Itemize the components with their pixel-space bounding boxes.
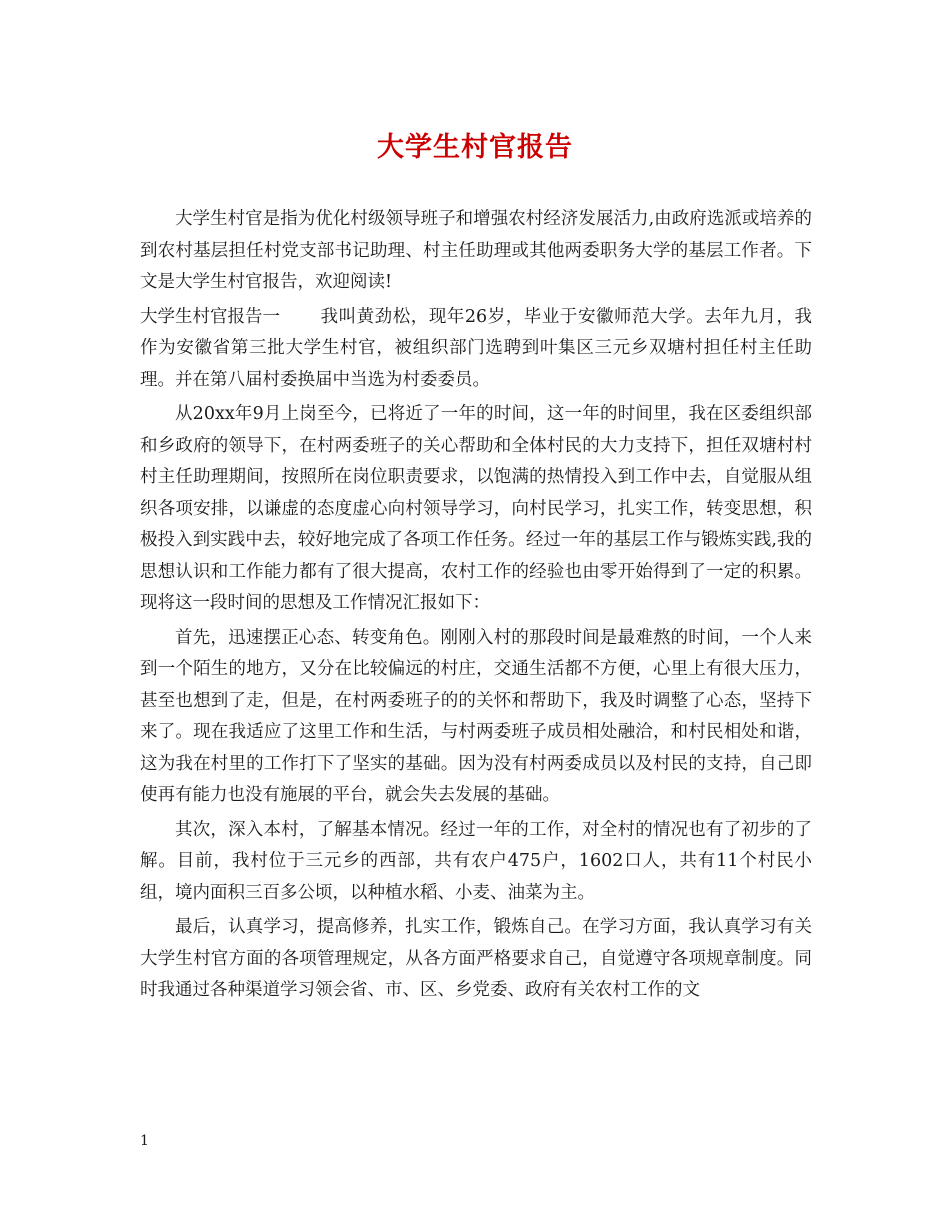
page-number: 1 — [140, 1133, 149, 1149]
paragraph-4: 其次，深入本村，了解基本情况。经过一年的工作，对全村的情况也有了初步的了解。目前，我村位于三元乡的西部，共有农户475户，1602口人，共有11个村民小组，境内面积三百多公顷，以种植水稻、小麦、油菜为主。 — [140, 819, 812, 903]
paragraph-5: 最后，认真学习，提高修养，扎实工作，锻炼自己。在学习方面，我认真学习有关大学生村官方面的各项管理规定，从各方面严格要求自己，自觉遵守各项规章制度。同时我通过各种渠道学习领会省、市、区、乡党委、政府有关农村工作的文 — [140, 917, 812, 1000]
section-label: 大学生村官报告一 — [140, 306, 280, 327]
document-body — [140, 204, 812, 1010]
paragraph-2: 从20xx年9月上岗至今，已将近了一年的时间，这一年的时间里，我在区委组织部和乡政府的领导下，在村两委班子的关心帮助和全体村民的大力支持下，担任双塘村村村主任助理期间，按照所在岗位职责要求，以饱满的热情投入到工作中去，自觉服从组织各项安排，以谦虚的态度虚心向村领导学习，向村民学习，扎实工作，转变思想，积极投入到实践中去，较好地完成了各项工作任务。经过一年的基层工作与锻炼实践,我的思想认识和工作能力都有了很大提高，农村工作的经验也由零开始得到了一定的积累。现将这一段时间的思想及工作情况汇报如下： — [140, 404, 812, 613]
paragraph-intro: 大学生村官是指为优化村级领导班子和增强农村经济发展活力,由政府选派或培养的到农村基层担任村党支部书记助理、村主任助理或其他两委职务大学的基层工作者。下文是大学生村官报告，欢迎阅读! — [140, 209, 812, 292]
document-title: 大学生村官报告 — [377, 132, 573, 163]
paragraph-section-one — [140, 302, 812, 397]
paragraph-text: 我叫黄劲松，现年26岁，毕业于安徽师范大学。去年九月，我作为安徽省第三批大学生村官，被组织部门选聘到叶集区三元乡双塘村担任村主任助理。并在第八届村委换届中当选为村委委员。 — [140, 306, 812, 390]
paragraph-3: 首先，迅速摆正心态、转变角色。刚刚入村的那段时间是最难熬的时间，一个人来到一个陌生的地方，又分在比较偏远的村庄，交通生活都不方便，心里上有很大压力，甚至也想到了走，但是，在村两委班子的的关怀和帮助下，我及时调整了心态，坚持下来了。现在我适应了这里工作和生活，与村两委班子成员相处融洽，和村民相处和谐，这为我在村里的工作打下了坚实的基础。因为没有村两委成员以及村民的支持，自己即使再有能力也没有施展的平台，就会失去发展的基础。 — [140, 627, 812, 805]
